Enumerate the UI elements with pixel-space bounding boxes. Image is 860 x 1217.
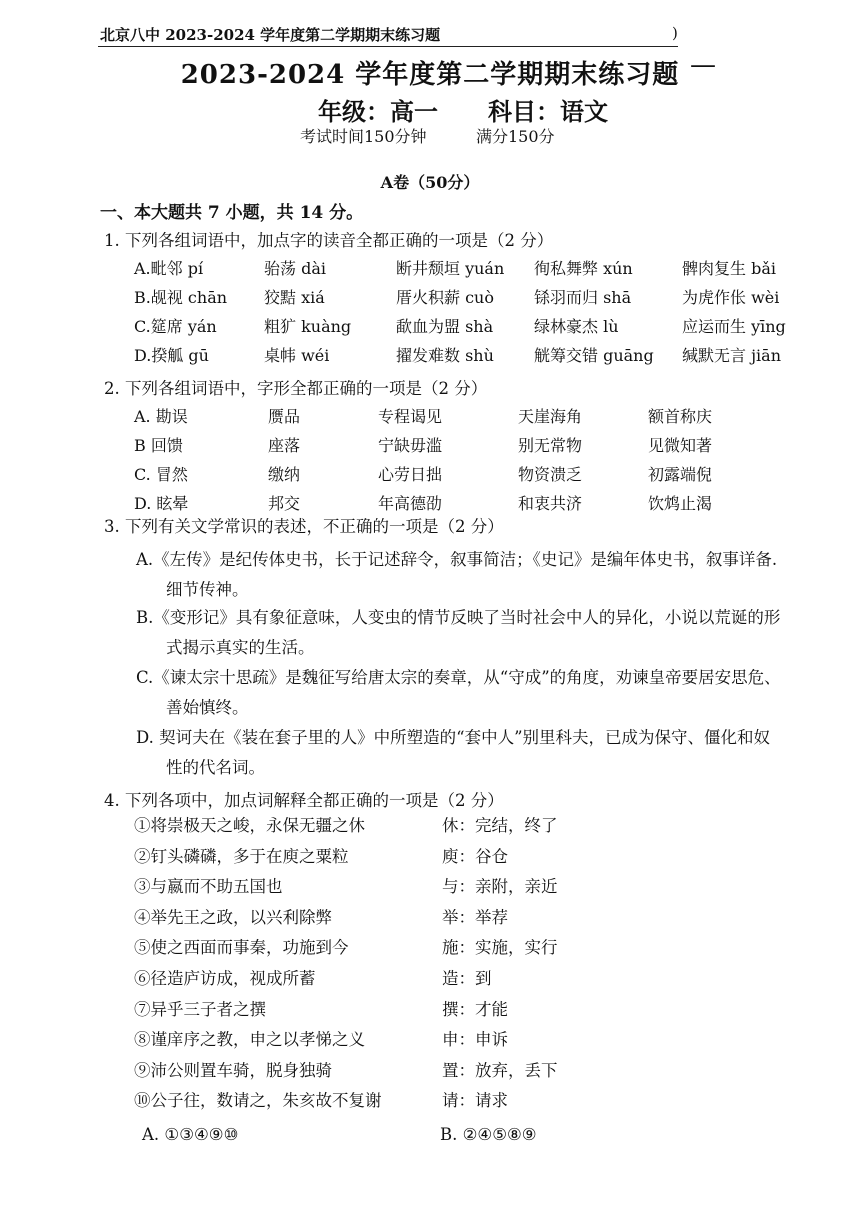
q2-option-cell: 年高德劭 — [378, 494, 443, 513]
q2-option-cell: 天崖海角 — [518, 407, 583, 426]
running-header — [100, 24, 700, 45]
q1-option-cell: 觥筹交错 guāng — [534, 346, 654, 365]
q3-option-line: D. 契诃夫在《装在套子里的人》中所塑造的“套中人”别里科夫，已成为保守、僵化和奴 — [136, 728, 771, 747]
q1-option-cell: C.筵席 yán — [134, 317, 217, 336]
q4-item: ⑦异乎三子者之撰 — [134, 999, 266, 1019]
q1-option-cell: 断井颓垣 yuán — [396, 259, 505, 278]
q2-option-cell: 专程谒见 — [378, 407, 443, 426]
q2-option-cell: C. 冒然 — [134, 465, 188, 484]
volume-heading: A卷（50分） — [380, 173, 480, 192]
q2-option-cell: 物资溃乏 — [518, 465, 583, 484]
q2-option-cell: 饮鸩止渴 — [648, 494, 713, 513]
q1-option-cell: 擢发难数 shù — [396, 346, 494, 365]
q3-option — [136, 723, 826, 783]
q2-option-cell: B 回馈 — [134, 436, 183, 455]
title-dash: — — [690, 50, 717, 80]
q4-item: ①将崇极天之峻，永保无疆之休 — [134, 816, 365, 835]
q1-option-cell: 应运而生 yīng — [682, 317, 786, 336]
q2-option-cell: 赝品 — [268, 407, 301, 426]
answer-option-b: B. ②④⑤⑧⑨ — [440, 1125, 537, 1144]
full-score: 满分150分 — [476, 127, 555, 146]
q1-option-cell: B.觇视 chān — [134, 288, 228, 307]
q2-option-cell: 和衷共济 — [518, 494, 583, 513]
q2-option-cell: 邦交 — [268, 494, 301, 513]
q3-option-line: C.《谏太宗十思疏》是魏征写给唐太宗的奏章，从“守成”的角度，劝谏皇帝要居安思危、 — [136, 668, 781, 687]
corner-mark: ) — [672, 24, 678, 42]
q3-option-continuation: 善始慎终。 — [166, 698, 249, 717]
q3-option-continuation: 式揭示真实的生活。 — [166, 638, 315, 657]
q4-gloss: 休：完结，终了 — [442, 816, 558, 835]
q4-item: ⑧谨庠序之教，申之以孝悌之义 — [134, 1030, 365, 1050]
q4-item: ④举先王之政，以兴利除弊 — [134, 907, 332, 927]
q3-option — [136, 545, 826, 605]
q2-option-cell: 座落 — [268, 436, 301, 455]
q3-option-continuation: 细节传神。 — [166, 580, 249, 599]
q4-item: ②钉头磷磷，多于在庾之粟粒 — [134, 846, 349, 866]
q4-gloss: 与：亲附，亲近 — [442, 877, 558, 897]
q3-option-continuation: 性的代名词。 — [166, 758, 265, 777]
q2-option-cell: 别无常物 — [518, 436, 583, 455]
header-rule — [98, 46, 678, 47]
q1-option-cell: 铩羽而归 shā — [534, 288, 632, 307]
q3-option-line: B.《变形记》具有象征意味，人变虫的情节反映了当时社会中人的异化，小说以荒诞的形 — [136, 608, 781, 627]
q1-option-cell: 徇私舞弊 xún — [534, 259, 633, 278]
q4-item: ⑨沛公则置车骑，脱身独骑 — [134, 1060, 332, 1080]
q4-gloss: 撰：才能 — [442, 999, 508, 1019]
q1-option-cell: 厝火积薪 cuò — [396, 288, 494, 307]
q1-option-cell: 骀荡 dài — [264, 259, 326, 278]
q1-option-cell: A.毗邻 pí — [134, 259, 204, 278]
q3-option — [136, 663, 826, 723]
q1-option-cell: 髀肉复生 bǎi — [682, 259, 776, 278]
exam-time: 考试时间150分钟 — [300, 127, 427, 146]
q4-item: ③与嬴而不助五国也 — [134, 877, 283, 897]
q4-gloss: 举：举荐 — [442, 907, 508, 927]
question-1-stem: 1. 下列各组词语中，加点字的读音全都正确的一项是（2 分） — [104, 231, 554, 250]
q1-option-cell: 绿林豪杰 lù — [534, 317, 619, 336]
subject-label: 科目：语文 — [488, 97, 608, 126]
question-3-stem: 3. 下列有关文学常识的表述，不正确的一项是（2 分） — [104, 517, 504, 536]
q4-item: ⑩公子往，数请之，朱亥故不复谢 — [134, 1091, 382, 1111]
q4-item: ⑥径造庐访成，视成所蓄 — [134, 969, 316, 988]
section-heading: 一、本大题共 7 小题，共 14 分。 — [100, 203, 364, 223]
q2-option-cell: 初露端倪 — [648, 465, 713, 484]
q1-option-cell: 粗犷 kuàng — [264, 317, 352, 336]
q2-option-cell: A. 勘误 — [134, 407, 188, 426]
q2-option-cell: 心劳日拙 — [378, 465, 443, 484]
q4-gloss: 请：请求 — [442, 1091, 508, 1111]
q2-option-cell: 缴纳 — [268, 465, 301, 484]
q2-option-cell: D. 眩晕 — [134, 494, 189, 513]
q4-item: ⑤使之西面而事秦，功施到今 — [134, 938, 349, 958]
q3-option — [136, 603, 826, 663]
exam-title: 2023-2024 学年度第二学期期末练习题 — — [180, 50, 717, 90]
q1-option-cell: 桌帏 wéi — [264, 346, 330, 365]
q1-option-cell: 为虎作伥 wèi — [682, 288, 780, 307]
answer-option-a: A. ①③④⑨⑩ — [142, 1125, 239, 1144]
q4-gloss: 申：申诉 — [442, 1030, 508, 1050]
q4-gloss: 施：实施，实行 — [442, 938, 558, 958]
q1-option-cell: 歃血为盟 shà — [396, 317, 494, 336]
q1-option-cell: 狡黠 xiá — [264, 288, 325, 307]
running-title: 北京八中 2023-2024 学年度第二学期期末练习题 — [100, 26, 441, 44]
q2-option-cell: 宁缺毋滥 — [378, 436, 443, 455]
question-2-stem: 2. 下列各组词语中，字形全都正确的一项是（2 分） — [104, 379, 488, 398]
grade-label: 年级：高一 — [318, 97, 438, 126]
q1-option-cell: D.揆觚 gū — [134, 346, 209, 365]
q3-option-line: A.《左传》是纪传体史书，长于记述辞令，叙事简洁；《史记》是编年体史书，叙事详备. — [136, 550, 778, 569]
q2-option-cell: 见微知著 — [648, 436, 713, 455]
q4-gloss: 造：到 — [442, 969, 492, 988]
question-4-stem: 4. 下列各项中，加点词解释全都正确的一项是（2 分） — [104, 791, 504, 810]
q1-option-cell: 缄默无言 jiān — [682, 346, 782, 365]
q4-gloss: 置：放弃，丢下 — [442, 1060, 558, 1080]
q2-option-cell: 额首称庆 — [648, 407, 713, 426]
q4-gloss: 庾：谷仓 — [442, 846, 508, 866]
